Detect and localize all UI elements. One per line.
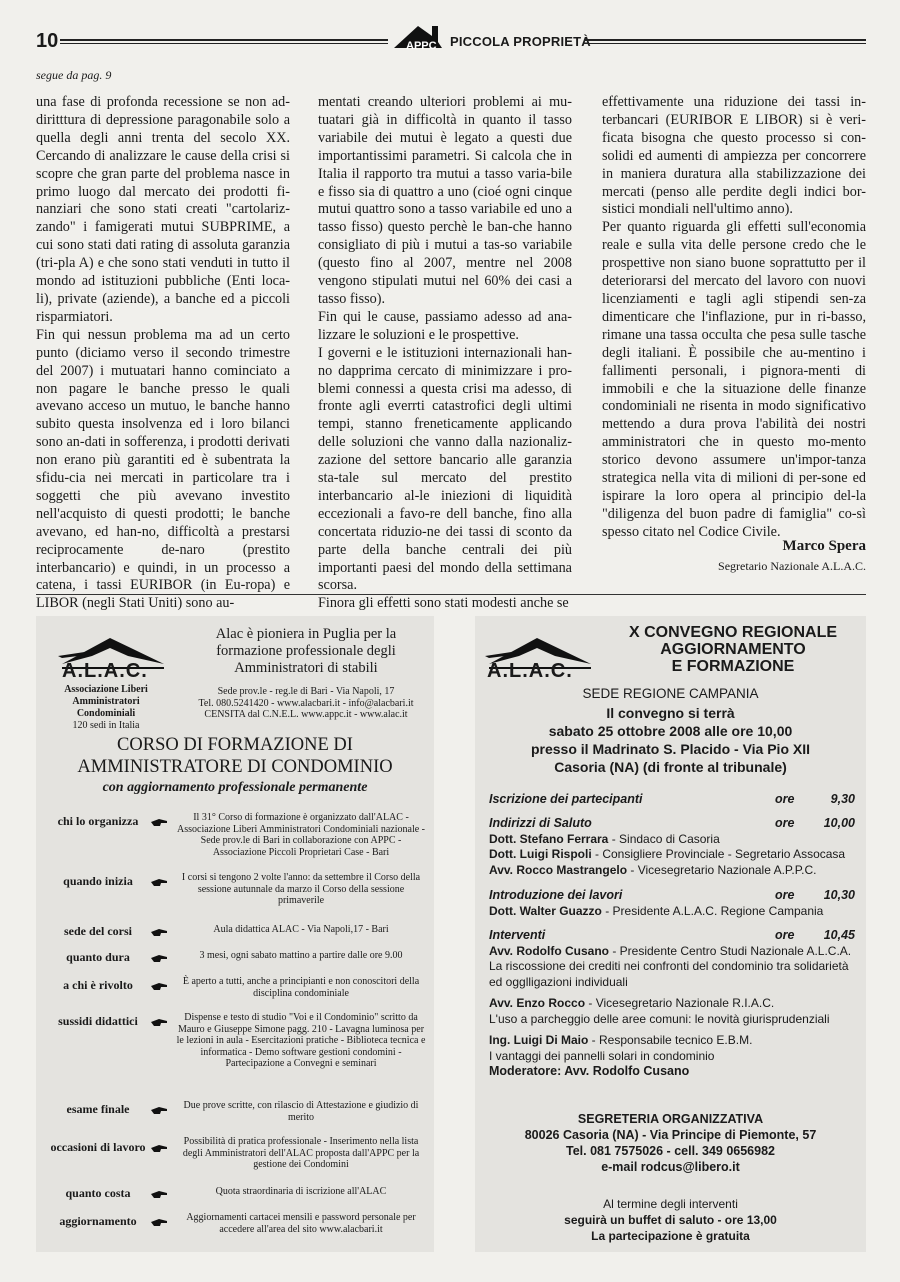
program-interventi xyxy=(489,928,855,1080)
pointing-hand-icon xyxy=(150,816,168,828)
row-label: a chi è rivolto xyxy=(63,978,133,992)
speaker xyxy=(489,904,855,920)
convention-advertisement xyxy=(475,616,866,1252)
row-text: Aggiornamenti cartacei mensili e password personale per accedere all'area del sito www.alacbari.it xyxy=(186,1212,416,1235)
row-label: sede del corsi xyxy=(64,924,132,938)
association-fullname: Associazione Liberi Amministratori Condominiali xyxy=(64,684,148,719)
convention-title xyxy=(605,624,861,675)
speaker-name: Avv. Enzo Rocco xyxy=(489,996,586,1010)
ore-label: ore xyxy=(775,816,795,830)
moderator: Moderatore: Avv. Rodolfo Cusano xyxy=(489,1064,690,1078)
paragraph: mentati creando ulteriori problemi ai mu-tuatari già in difficoltà in quanto il tasso variabile dei mutui è legato a questi due importantissimi parametri. Si calcola che in Italia il rapporto tra mutui a tasso varia-bile e fisso sia di quattro a uno (cioé ogni cinque mutui quattro sono a tasso variabile ed uno a tasso fisso) questo perchè le ban-che hanno consigliato di più i mutui a tas-so variabile (questo fino al 2007, mentre nel 2008 vengono stipulati mutui nel 60% dei casi a tasso fisso). xyxy=(318,94,572,307)
article-column-2 xyxy=(318,94,572,613)
row-text: Aula didattica ALAC - Via Napoli,17 - Bari xyxy=(213,924,389,935)
speaker-name: Dott. Stefano Ferrara xyxy=(489,831,609,846)
article-column-3 xyxy=(602,94,866,542)
convention-sede: SEDE REGIONE CAMPANIA xyxy=(582,686,759,701)
participation-free: La partecipazione è gratuita xyxy=(591,1229,750,1243)
section-title: Indirizzi di Saluto xyxy=(489,816,592,830)
row-label: aggiornamento xyxy=(59,1214,137,1228)
paragraph: Fin qui nessun problema ma ad un certo punto (diciamo verso il secondo trimestre del 2007) i mutuatari hanno cominciato a non pagare le banche presso le quali avevano acceso un mutuo, le banche hanno subito questa insolvenza ed i loro bilanci sono an-dati in sofferenza, i prodotti derivati non erano più garantiti ed è subentrata la sfidu-cia nei mercati in particolare tra i soggetti che più avevano investito nell'acquisto di questi prodotti; le banche avevano, ed han-no, difficoltà a prestarsi reciprocamente de-naro (prestito interbancario) e quindi, in un processo a catena, i tassi EURIBOR (in Eu-ropa) e LIBOR (negli Stati Uniti) sono au- xyxy=(36,326,290,612)
paragraph: Per quanto riguarda gli effetti sull'economia reale e sulla vita delle persone credo che le prospettive non siano buone soprattutto per il deteriorarsi del mercato del lavoro con nuovi licenziamenti e tagli agli stipendi sen-za dimenticare che l'inflazione, pur in ri-basso, rimane una tassa occulta che pesa sulle tasche degli italiani. È possibile che au-mentino i fallimenti personali, i pignora-menti di immobili e che la situazione delle finanze condominiali ne risenta in modo significativo mettendo a dura prova l'abilità dei nostri amministratori che in questo mo-mento storico devono assumere un'impor-tanza strategica nella vita di milioni di per-sone ed ispirare la loro opera al principio del-la "diligenza del buon padre di famiglia" co-sì spesso citato nel Codice Civile. xyxy=(602,219,866,540)
course-subtitle: con aggiornamento professionale permanente xyxy=(102,780,368,795)
speaker xyxy=(489,944,855,960)
pointing-hand-icon xyxy=(150,952,168,964)
speaker xyxy=(489,847,855,863)
speaker-name: Ing. Luigi Di Maio xyxy=(489,1033,589,1047)
ore-label: ore xyxy=(775,888,795,902)
sede-contacts: Tel. 080.5241420 - www.alacbari.it - info@alacbari.it xyxy=(198,697,414,709)
author-role: Segretario Nazionale A.L.A.C. xyxy=(718,559,866,573)
speaker xyxy=(489,996,855,1012)
alac-logo-text: A.L.A.C. xyxy=(487,660,573,682)
ad-headline: Alac è pioniera in Puglia per la formazione professionale degli Amministratori di stabili xyxy=(215,626,397,676)
section-time: 10,30 xyxy=(823,888,855,902)
pointing-hand-icon xyxy=(150,1104,168,1116)
speaker-role: - Sindaco di Casoria xyxy=(608,831,720,846)
row-label: esame finale xyxy=(66,1102,130,1116)
paragraph: effettivamente una riduzione dei tassi in-terbancari (EURIBOR E LIBOR) si è veri-ficata bisogna che questo processo si con-solidi ed aumenti di ampiezza per concorrere in maniera duratura alla stabilizzazione dei mercati (penso alle perdite degli indici bor-sistici mondiali nell'ultimo anno). xyxy=(602,94,866,218)
continued-note: segue da pag. 9 xyxy=(36,68,112,82)
pointing-hand-icon xyxy=(150,1188,168,1200)
event-date: sabato 25 ottobre 2008 alle ore 10,00 xyxy=(548,723,793,739)
row-label: quanto dura xyxy=(66,950,130,964)
speaker-role: - Vicesegretario Nazionale R.I.A.C. xyxy=(585,996,775,1010)
appc-logo-icon xyxy=(392,22,444,52)
header-rule-right xyxy=(584,39,866,44)
section-divider xyxy=(36,594,866,595)
program-iscrizione xyxy=(489,792,855,808)
secretariat-title: SEGRETERIA ORGANIZZATIVA xyxy=(577,1112,764,1126)
association-sedi: 120 sedi in Italia xyxy=(72,720,140,731)
talk-topic: I vantaggi dei pannelli solari in condominio xyxy=(489,1048,715,1063)
speaker-role: - Consigliere Provinciale - Segretario Assocasa xyxy=(591,847,846,861)
buffet-note xyxy=(475,1196,866,1244)
row-label: quando inizia xyxy=(63,874,133,888)
section-time: 10,00 xyxy=(823,816,855,830)
ore-label: ore xyxy=(775,792,795,806)
row-label: sussidi didattici xyxy=(58,1014,138,1028)
event-city: Casoria (NA) (di fronte al tribunale) xyxy=(554,759,787,775)
event-line-1: Il convegno si terrà xyxy=(606,705,735,721)
convention-title-line-1: X CONVEGNO REGIONALE xyxy=(628,624,838,641)
row-text: I corsi si tengono 2 volte l'anno: da settembre il Corso della sessione autunnale da marzo il Corso della sessione primaverile xyxy=(181,872,421,906)
secretariat-phone: Tel. 081 7575026 - cell. 349 0656982 xyxy=(566,1144,775,1158)
section-heading xyxy=(489,888,855,904)
pointing-hand-icon xyxy=(150,1216,168,1228)
program-introduzione xyxy=(489,888,855,919)
talk-topic: L'uso a parcheggio delle aree comuni: le novità giurisprudenziali xyxy=(489,1011,830,1026)
buffet-line-2: seguirà un buffet di saluto - ore 13,00 xyxy=(564,1213,777,1227)
paragraph: I governi e le istituzioni internazionali han-no dapprima cercato di minimizzare i pro-blemi connessi a questa crisi ma adesso, di fronte agli everrti catastrofici degli ultimi tempi, stanno freneticamente applicando delle soluzioni che vanno dalla nazionaliz-zazione del settore bancario alle garanzia sta-tale sul mercato del prestito interbancario al-le iniezioni di liquidità eccezionali a favo-re dell banche, fino alla concertata riduzio-ne dei tassi di sconto da parte della banche centrali dei più importanti paesi del mondo della settimana scorsa. xyxy=(318,344,572,594)
convention-title-line-3: E FORMAZIONE xyxy=(671,658,795,675)
header-rule-left xyxy=(60,39,388,44)
svg-text:APPC: APPC xyxy=(406,40,437,52)
secretariat-email: e-mail rodcus@libero.it xyxy=(601,1160,740,1174)
paragraph: una fase di profonda recessione se non ad-diritttura di depressione paragonabile solo a quella degli anni trenta del secolo XX. Cercando di analizzare le cause della crisi si scopre che gran parte del problema nasce in primo luogo dal mercato dei prodotti fi-nanziari che sono stati creati "cartolariz-zando" i famigerati mutui SUBPRIME, a cui sono stati dati rating di assoluta garanzia (tri-pla A) e che sono stati venduti in tutto il mondo ad istituzioni pubbliche (Enti loca-li), private (aziende), a banche ed a piccoli risparmiatori. xyxy=(36,94,290,325)
row-label: quanto costa xyxy=(65,1186,131,1200)
row-text: 3 mesi, ogni sabato mattino a partire dalle ore 9.00 xyxy=(199,950,403,961)
paragraph: Finora gli effetti sono stati modesti anche se xyxy=(318,595,569,612)
event-venue: presso il Madrinato S. Placido - Via Pio XII xyxy=(530,741,811,757)
sede-address: Sede prov.le - reg.le di Bari - Via Napoli, 17 xyxy=(217,686,395,697)
speaker-role: - Vicesegretario Nazionale A.P.P.C. xyxy=(627,862,817,877)
speaker-role: - Responsabile tecnico E.B.M. xyxy=(588,1033,753,1047)
publication-title: PICCOLA PROPRIETÀ xyxy=(450,34,591,49)
speaker xyxy=(489,863,855,879)
speaker-name: Dott. Walter Guazzo xyxy=(489,903,602,918)
page-header xyxy=(36,28,866,56)
section-time: 9,30 xyxy=(830,792,855,806)
speaker-role: - Presidente A.L.A.C. Regione Campania xyxy=(601,903,824,918)
paragraph: Fin qui le cause, passiamo adesso ad ana-lizzare le soluzioni e le prospettive. xyxy=(318,308,572,343)
page-number: 10 xyxy=(36,30,59,52)
buffet-line-1: Al termine degli interventi xyxy=(603,1197,738,1211)
alac-logo-text: A.L.A.C. xyxy=(62,660,148,682)
sede-info xyxy=(186,686,426,721)
speaker-name: Dott. Luigi Rispoli xyxy=(489,847,592,861)
pointing-hand-icon xyxy=(150,980,168,992)
course-title-line-2: AMMINISTRATORE DI CONDOMINIO xyxy=(77,757,393,777)
convention-title-line-2: AGGIORNAMENTO xyxy=(660,641,806,658)
speaker-name: Avv. Rodolfo Cusano xyxy=(489,943,609,958)
section-time: 10,45 xyxy=(823,928,855,942)
section-heading xyxy=(489,928,855,944)
row-text: È aperto a tutti, anche a principianti e non conoscitori della disciplina condominiale xyxy=(182,976,420,999)
convention-event-info xyxy=(475,704,866,776)
speaker-name: Avv. Rocco Mastrangelo xyxy=(489,862,628,877)
author-name: Marco Spera xyxy=(782,538,866,554)
section-title: Introduzione dei lavori xyxy=(489,888,623,902)
row-text: Due prove scritte, con rilascio di Attestazione e giudizio di merito xyxy=(183,1100,419,1123)
speaker xyxy=(489,832,855,848)
association-name xyxy=(46,684,166,732)
row-text: Quota straordinaria di iscrizione all'ALAC xyxy=(215,1186,387,1197)
article-column-1 xyxy=(36,94,290,613)
row-label: chi lo organizza xyxy=(57,814,139,828)
section-title: Interventi xyxy=(489,928,546,942)
section-title: Iscrizione dei partecipanti xyxy=(489,792,643,806)
pointing-hand-icon xyxy=(150,1016,168,1028)
row-text: Dispense e testo di studio "Voi e il Condominio" scritto da Mauro e Giuseppe Simone pagg. 210 - Lavagna luminosa per le lezioni in aula - Esercitazioni pratiche - Biblioteca tecnica e informatica - Demo software gestioni condomini -Partecipazione a Convegni e seminari xyxy=(176,1012,426,1069)
pointing-hand-icon xyxy=(150,926,168,938)
pointing-hand-icon xyxy=(150,1142,168,1154)
course-title-line-1: CORSO DI FORMAZIONE DI xyxy=(117,735,353,755)
row-text: Possibilità di pratica professionale - Inserimento nella lista degli Amministratori dell'ALAC proposta dall'APPC per la gestione dei Condomini xyxy=(182,1136,420,1170)
ore-label: ore xyxy=(775,928,795,942)
organizing-secretariat xyxy=(475,1111,866,1175)
row-label: occasioni di lavoro xyxy=(50,1140,146,1154)
pointing-hand-icon xyxy=(150,876,168,888)
row-text: Il 31° Corso di formazione è organizzato dall'ALAC - Associazione Liberi Amministratori Condominiali nazionale - Sede prov.le di Bari in collaborazione con APPC - Associazione Piccoli Proprietari Case - Bari xyxy=(177,812,425,858)
section-heading xyxy=(489,816,855,832)
talk-topic: La riscossione dei crediti nei confronti del condominio tra solidarietà ed ogglligazioni individuali xyxy=(489,959,849,989)
section-heading xyxy=(489,792,855,808)
article-signature xyxy=(602,538,866,574)
course-title xyxy=(36,734,434,778)
program-saluto xyxy=(489,816,855,878)
speaker-role: - Presidente Centro Studi Nazionale A.L.C.A. xyxy=(609,943,852,958)
secretariat-address: 80026 Casoria (NA) - Via Principe di Piemonte, 57 xyxy=(524,1128,817,1142)
course-advertisement xyxy=(36,616,434,1252)
speaker xyxy=(489,1033,855,1049)
sede-websites: CENSITA dal C.N.E.L. www.appc.it - www.alac.it xyxy=(204,709,408,720)
